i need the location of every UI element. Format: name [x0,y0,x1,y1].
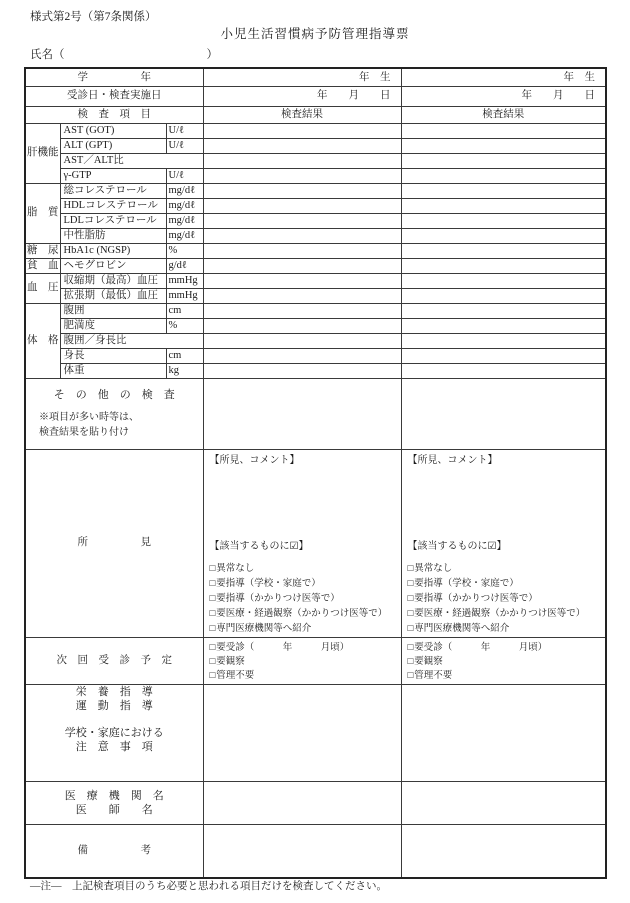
visit-date-row [25,86,606,106]
doctor-name-label: 医 師 名 [75,803,153,816]
checkbox-label: 要指導（学校・家庭で） [414,578,519,589]
exam-result-cell-1 [203,213,401,228]
column-header-row [25,106,606,123]
guidance-entry-cell-1 [203,684,401,781]
exam-result-cell-2 [401,243,606,258]
findings-comment-header: 【所見、コメント】 [407,454,498,466]
exam-result-cell-1 [203,183,401,198]
checkbox-icon: □ [407,608,414,619]
exam-result-cell-2 [401,153,606,168]
findings-comment-header: 【所見、コメント】 [209,454,300,466]
checkbox-label: 要指導（かかりつけ医等で） [414,593,538,604]
clinic-name-label: 医 療 機 関 名 [64,789,164,802]
clinic-entry-cell-1 [203,781,401,824]
exam-result-cell-1 [203,258,401,273]
exam-result-cell-2 [401,228,606,243]
next-visit-row-label: 次 回 受 診 予 定 [25,637,203,684]
exam-row [25,213,606,228]
exam-result-cell-2 [401,168,606,183]
checkbox-icon: □ [407,623,414,634]
checkbox-label: 異常なし [216,563,255,574]
exam-item-label: AST (GOT) [60,123,166,138]
checkbox-option [408,577,601,592]
exam-row [25,123,606,138]
checkbox-label: 管理不要 [414,670,453,681]
grade-row-label: 学 年 [25,68,203,86]
exam-group-label: 脂 質 [25,183,60,243]
exam-row [25,258,606,273]
findings-row-label: 所 見 [25,449,203,637]
visit-date-row-label: 受診日・検査実施日 [25,86,203,106]
other-tests-result-cell-2 [401,378,606,449]
exam-result-cell-2 [401,348,606,363]
exam-result-cell-2 [401,198,606,213]
exam-row [25,138,606,153]
guidance-entry-cell-2 [401,684,606,781]
checkbox-icon: □ [407,656,414,667]
exam-item-label: 拡張期（最低）血圧 [60,288,166,303]
other-tests-note-line1: ※項目が多い時等は、 [39,412,139,424]
next-visit-cell-2 [401,637,606,684]
exam-row [25,273,606,288]
checkbox-icon: □ [407,578,414,589]
exam-result-cell-1 [203,363,401,378]
next-visit-cell-1 [203,637,401,684]
checkbox-label: 要観察 [216,656,245,667]
exam-result-cell-1 [203,303,401,318]
exam-group-label: 糖 尿 [25,243,60,258]
exam-result-cell-1 [203,288,401,303]
checkbox-option [408,592,601,607]
exam-item-label: ALT (GPT) [60,138,166,153]
exam-unit-label: U/ℓ [166,168,203,183]
exam-group-label: 肝機能 [25,123,60,183]
exam-result-cell-2 [401,288,606,303]
checkbox-option [210,592,396,607]
exam-row [25,303,606,318]
name-line [30,46,218,62]
exam-result-cell-1 [203,123,401,138]
exam-result-cell-2 [401,123,606,138]
result-column-header-2: 検査結果 [401,106,606,123]
exam-item-label: 肥満度 [60,318,166,333]
exam-item-label: 腹囲／身長比 [60,333,203,348]
findings-options [408,562,601,637]
findings-options [210,562,396,637]
findings-cell-2 [401,449,606,637]
checkbox-option [210,669,396,683]
exam-unit-label: % [166,243,203,258]
exam-unit-label: mmHg [166,288,203,303]
guidance-label-line: 学校・家庭における [64,726,164,739]
exam-result-cell-1 [203,318,401,333]
checkbox-option [210,607,396,622]
exam-group-label: 体 格 [25,303,60,378]
exam-unit-label: mg/dℓ [166,228,203,243]
checkbox-option [408,562,601,577]
exam-group-label: 貧 血 [25,258,60,273]
page-title: 小児生活習慣病予防管理指導票 [220,27,410,41]
exam-unit-label: U/ℓ [166,123,203,138]
checkbox-option [408,655,601,669]
exam-result-cell-1 [203,228,401,243]
exam-item-label: 中性脂肪 [60,228,166,243]
other-tests-label-cell [25,378,203,449]
checkbox-label: 管理不要 [216,670,255,681]
grade-row [25,68,606,86]
checkbox-option [408,641,601,655]
exam-unit-label: cm [166,303,203,318]
checkbox-icon: □ [209,608,216,619]
checkbox-icon: □ [407,593,414,604]
guidance-row [25,684,606,781]
exam-result-cell-1 [203,138,401,153]
checkbox-icon: □ [407,642,414,653]
next-visit-options [210,641,396,683]
findings-check-header: 【該当するものに☑】 [407,541,507,552]
checkbox-icon: □ [209,593,216,604]
grade-value-cell-2: 年 生 [401,68,606,86]
checkbox-label: 要受診（ 年 月頃） [216,642,350,653]
exam-row [25,363,606,378]
visit-date-cell-1: 年 月 日 [203,86,401,106]
checkbox-label: 専門医療機関等へ紹介 [414,623,510,634]
checkbox-option [210,577,396,592]
other-tests-row [25,378,606,449]
exam-item-label: 総コレステロール [60,183,166,198]
exam-item-label: 腹囲 [60,303,166,318]
remarks-row-label: 備 考 [25,824,203,878]
clinic-row [25,781,606,824]
exam-unit-label: kg [166,363,203,378]
exam-row [25,153,606,168]
exam-item-label: ヘモグロビン [60,258,166,273]
checkbox-label: 要医療・経過観察（かかりつけ医等で） [216,608,388,619]
exam-result-cell-2 [401,333,606,348]
checkbox-icon: □ [407,563,414,574]
exam-unit-label: U/ℓ [166,138,203,153]
exam-unit-label: cm [166,348,203,363]
guidance-label-line: 運 動 指 導 [75,699,153,712]
exam-row [25,168,606,183]
exam-result-cell-1 [203,153,401,168]
checkbox-option [210,562,396,577]
exam-item-label: AST／ALT比 [60,153,203,168]
guidance-label-line: 注 意 事 項 [75,740,153,753]
item-column-header: 検 査 項 目 [25,106,203,123]
exam-unit-label: mg/dℓ [166,213,203,228]
form-number: 様式第2号（第7条関係） [30,11,157,23]
grade-value-cell-1: 年 生 [203,68,401,86]
checkbox-label: 要医療・経過観察（かかりつけ医等で） [414,608,586,619]
exam-result-cell-1 [203,333,401,348]
checkbox-icon: □ [407,670,414,681]
footnote: ―注― 上記検査項目のうち必要と思われる項目だけを検査してください。 [30,881,387,892]
checkbox-label: 要指導（学校・家庭で） [216,578,321,589]
checkbox-option [408,622,601,637]
guidance-row-label [25,684,203,781]
clinic-row-label [25,781,203,824]
exam-rows [25,123,606,378]
exam-unit-label: mg/dℓ [166,183,203,198]
exam-result-cell-2 [401,273,606,288]
findings-row [25,449,606,637]
exam-result-cell-1 [203,348,401,363]
next-visit-options [408,641,601,683]
exam-unit-label: mg/dℓ [166,198,203,213]
checkbox-icon: □ [209,623,216,634]
exam-row [25,288,606,303]
exam-item-label: LDLコレステロール [60,213,166,228]
other-tests-note-line2: 検査結果を貼り付け [39,427,129,439]
checkbox-icon: □ [209,670,216,681]
exam-item-label: HDLコレステロール [60,198,166,213]
checkbox-label: 要観察 [414,656,443,667]
exam-result-cell-1 [203,198,401,213]
exam-row [25,348,606,363]
name-close-paren: ） [206,49,218,61]
exam-row [25,318,606,333]
checkbox-option [210,622,396,637]
findings-cell-1 [203,449,401,637]
exam-result-cell-1 [203,168,401,183]
other-tests-note [39,410,203,440]
checkbox-option [408,607,601,622]
checkbox-label: 要指導（かかりつけ医等で） [216,593,340,604]
checkbox-icon: □ [209,642,216,653]
other-tests-result-cell-1 [203,378,401,449]
exam-result-cell-2 [401,213,606,228]
checkbox-label: 異常なし [414,563,453,574]
exam-table [24,67,607,879]
remarks-entry-cell-2 [401,824,606,878]
exam-result-cell-2 [401,138,606,153]
checkbox-option [210,655,396,669]
exam-result-cell-2 [401,363,606,378]
exam-result-cell-2 [401,303,606,318]
checkbox-icon: □ [209,578,216,589]
exam-row [25,228,606,243]
exam-item-label: 身長 [60,348,166,363]
name-label: 氏名（ [30,49,65,61]
exam-unit-label: mmHg [166,273,203,288]
next-visit-row [25,637,606,684]
findings-check-header: 【該当するものに☑】 [209,541,309,552]
exam-result-cell-2 [401,318,606,333]
checkbox-label: 要受診（ 年 月頃） [414,642,548,653]
visit-date-cell-2: 年 月 日 [401,86,606,106]
exam-result-cell-1 [203,273,401,288]
exam-group-label: 血 圧 [25,273,60,303]
exam-item-label: 収縮期（最高）血圧 [60,273,166,288]
other-tests-title: そ の 他 の 検 査 [53,388,175,401]
clinic-entry-cell-2 [401,781,606,824]
exam-unit-label: % [166,318,203,333]
checkbox-option [210,641,396,655]
guidance-label-line: 栄 養 指 導 [75,685,153,698]
exam-item-label: HbA1c (NGSP) [60,243,166,258]
exam-result-cell-2 [401,183,606,198]
checkbox-option [408,669,601,683]
exam-unit-label: g/dℓ [166,258,203,273]
checkbox-label: 専門医療機関等へ紹介 [216,623,312,634]
remarks-entry-cell-1 [203,824,401,878]
result-column-header-1: 検査結果 [203,106,401,123]
checkbox-icon: □ [209,656,216,667]
exam-row [25,333,606,348]
exam-row [25,183,606,198]
exam-row [25,198,606,213]
exam-item-label: 体重 [60,363,166,378]
exam-row [25,243,606,258]
checkbox-icon: □ [209,563,216,574]
exam-item-label: γ-GTP [60,168,166,183]
exam-result-cell-1 [203,243,401,258]
remarks-row [25,824,606,878]
exam-result-cell-2 [401,258,606,273]
